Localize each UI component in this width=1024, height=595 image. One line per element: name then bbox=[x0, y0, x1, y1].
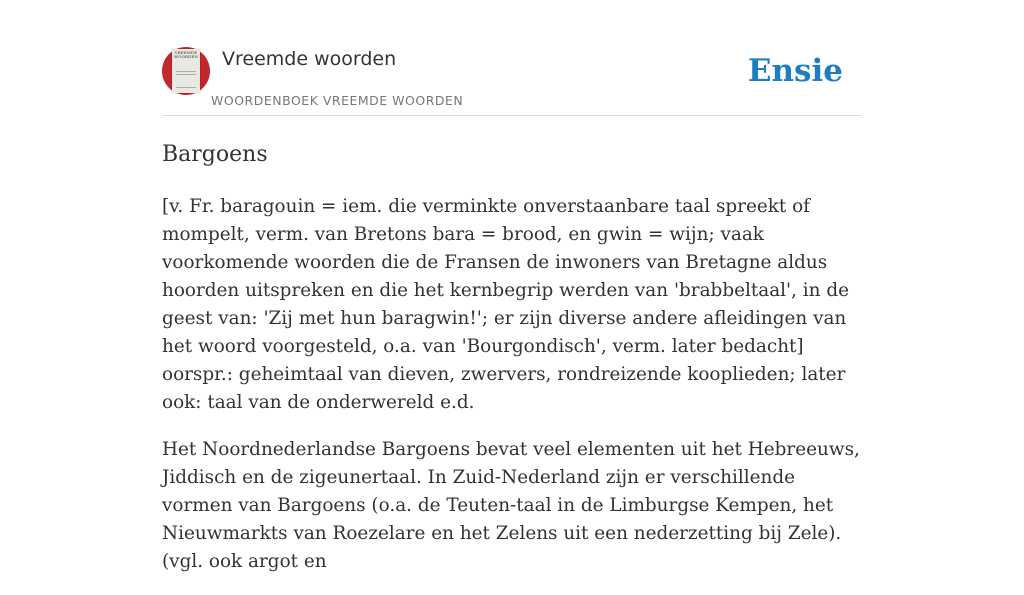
book-cover-line bbox=[176, 74, 196, 75]
definition-paragraph: [v. Fr. baragouin = iem. die verminkte onverstaanbare taal spreekt of mompelt, verm. van Bretons bara = brood, en gwin = wijn; vaak voorkomende woorden die de Fransen de inwoners van Bretagne aldus hoorden uitspreken en die het kernbegrip werden van 'brabbeltaal', in de geest van: 'Zij met hun baragwin!'; er zijn diverse andere afleidingen van het woord voorgesteld, o.a. van 'Bourgondisch', verm. later bedacht] oorspr.: geheimtaal van dieven, zwervers, rondreizende kooplieden; later ook: taal van de onderwereld e.d. bbox=[162, 196, 850, 413]
book-cover-icon bbox=[172, 49, 200, 93]
entry-title: Bargoens bbox=[162, 142, 268, 167]
dictionary-subtitle: WOORDENBOEK VREEMDE WOORDEN bbox=[211, 93, 464, 108]
book-cover-line bbox=[176, 87, 196, 88]
book-cover-line bbox=[176, 71, 196, 72]
entry-definition bbox=[162, 193, 862, 595]
dictionary-cover-avatar[interactable] bbox=[162, 47, 210, 95]
site-header bbox=[162, 44, 862, 116]
book-cover-title: VREEMDE WOORDEN bbox=[173, 50, 198, 59]
definition-paragraph: Het Noordnederlandse Bargoens bevat veel elementen uit het Hebreeuws, Jiddisch en de zigeunertaal. In Zuid-Nederland zijn er verschillende vormen van Bargoens (o.a. de Teuten-taal in de Limburgse Kempen, het Nieuwmarkts van Roezelare en het Zelens uit een nederzetting bij Zele). (vgl. ook argot en bbox=[162, 439, 860, 572]
ensie-logo-link[interactable]: Ensie bbox=[747, 53, 843, 89]
dictionary-name-link[interactable]: Vreemde woorden bbox=[222, 48, 397, 70]
